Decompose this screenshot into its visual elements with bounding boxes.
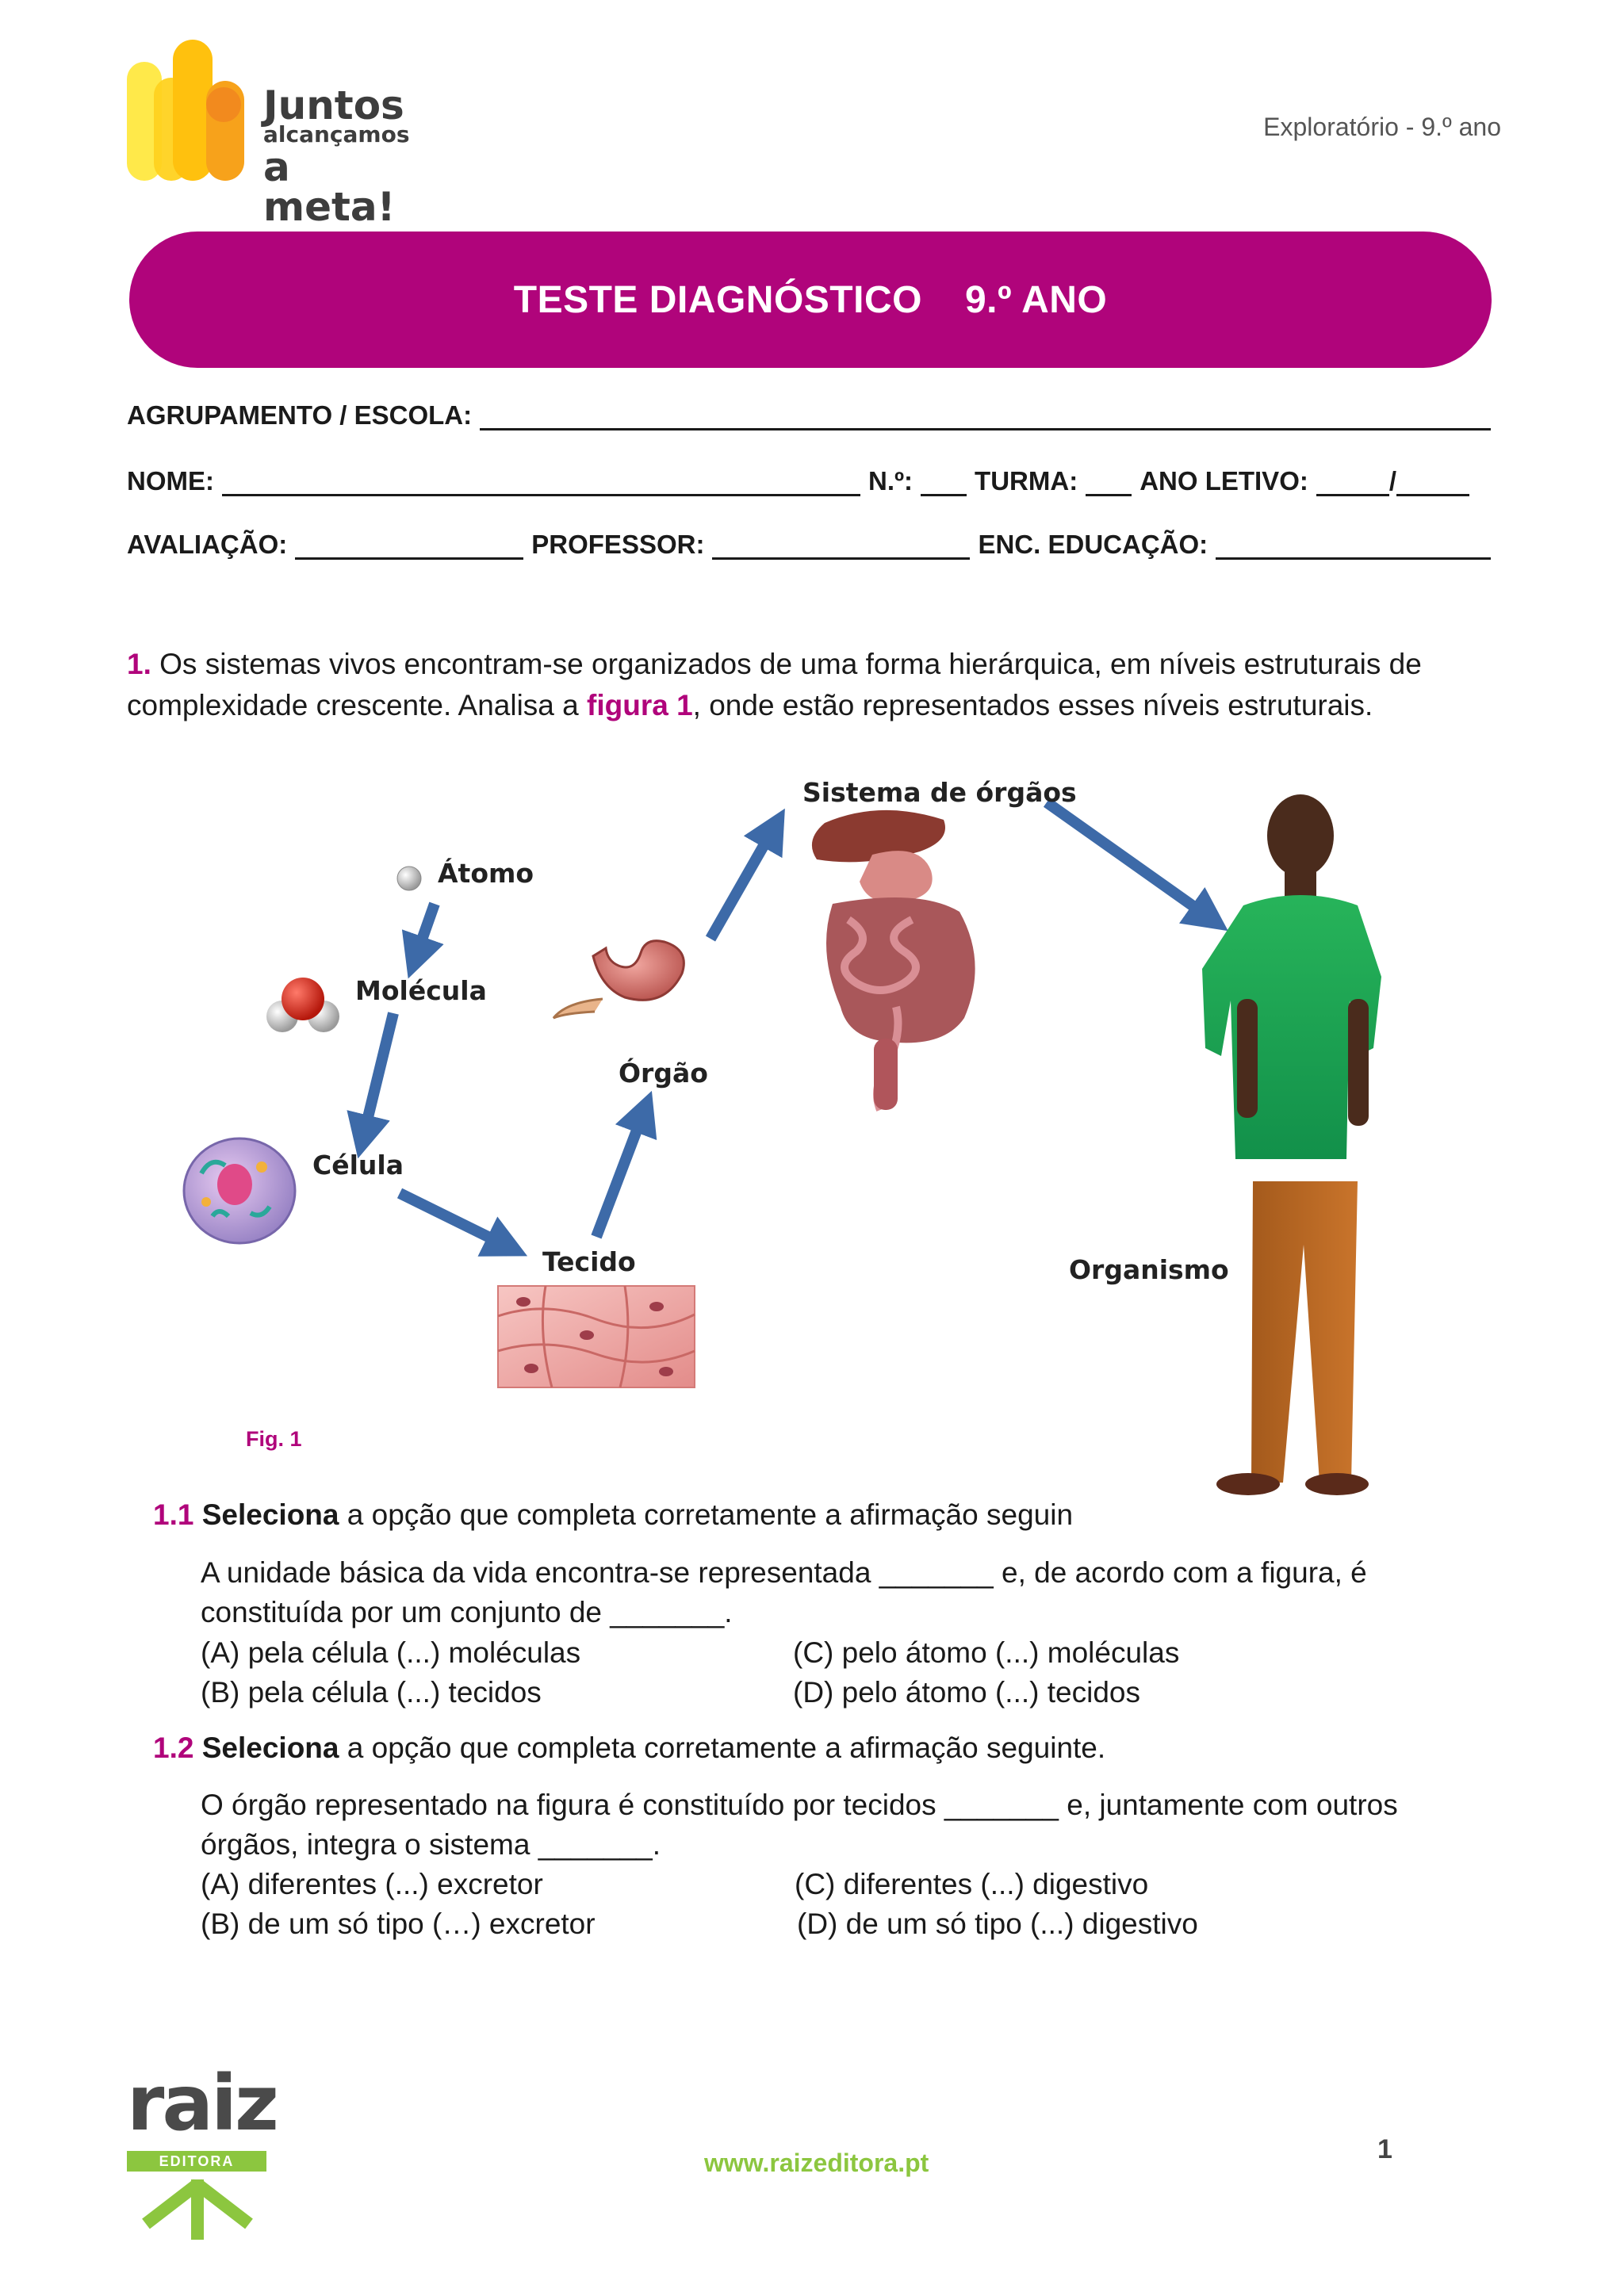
header-grade-label: Exploratório - 9.º ano xyxy=(1263,113,1501,141)
form-row-name xyxy=(127,466,1491,496)
digestive-system-icon xyxy=(812,810,975,1110)
q1-1-option-b[interactable]: (B) pela célula (...) tecidos xyxy=(201,1676,542,1709)
logo-line1: Juntos xyxy=(263,82,404,128)
raiz-editora-logo xyxy=(127,2059,277,2240)
arrow-organ-system xyxy=(710,828,774,939)
arrow-molecule-cell xyxy=(363,1013,393,1137)
q1-2-statement: O órgão representado na figura é constituído por tecidos _______ e, juntamente com outros órgãos, integra o sistema _______. xyxy=(201,1789,1398,1861)
school-label: AGRUPAMENTO / ESCOLA: xyxy=(127,400,473,430)
arrow-atom-molecule xyxy=(416,904,435,958)
q1-number: 1. xyxy=(127,648,151,680)
arrow-system-organism xyxy=(1047,802,1210,918)
name-label: NOME: xyxy=(127,466,214,496)
juntos-logo-bars-icon xyxy=(127,40,262,190)
label-organ-system: Sistema de órgãos xyxy=(802,777,1077,808)
question-1-2-heading xyxy=(153,1732,1105,1765)
q1-1-option-c[interactable]: (C) pelo átomo (...) moléculas xyxy=(793,1636,1180,1669)
label-organism: Organismo xyxy=(1069,1254,1229,1285)
teacher-label: PROFESSOR: xyxy=(531,530,705,559)
q1-2-number: 1.2 xyxy=(153,1732,194,1764)
label-molecule: Molécula xyxy=(355,975,487,1006)
q1-1-option-d[interactable]: (D) pelo átomo (...) tecidos xyxy=(793,1676,1140,1709)
form-row-eval xyxy=(127,530,1491,560)
q1-1-number: 1.1 xyxy=(153,1498,194,1531)
q1-text-a: Os sistemas vivos encontram-se organizados de uma forma hierárquica, em níveis estruturais de complexidade crescente. Analisa a xyxy=(127,648,1422,721)
footer-url-link[interactable]: www.raizeditora.pt xyxy=(704,2149,929,2177)
question-1-1-heading xyxy=(153,1498,1073,1532)
q1-1-verb: Seleciona xyxy=(201,1498,339,1531)
q1-1-option-a[interactable]: (A) pela célula (...) moléculas xyxy=(201,1636,581,1669)
q1-2-option-b[interactable]: (B) de um só tipo (…) excretor xyxy=(201,1908,596,1940)
year-label: ANO LETIVO: xyxy=(1139,466,1308,496)
organism-person-icon xyxy=(1202,794,1381,1495)
label-atom: Átomo xyxy=(438,858,534,889)
figure-1 xyxy=(159,761,1467,1522)
number-field[interactable] xyxy=(921,470,967,496)
title-part1: TESTE DIAGNÓSTICO xyxy=(513,278,922,321)
q1-2-rest: a opção que completa corretamente a afirmação seguinte. xyxy=(339,1732,1106,1764)
q1-figure-ref: figura 1 xyxy=(587,689,693,721)
class-label: TURMA: xyxy=(975,466,1078,496)
year-start-field[interactable] xyxy=(1316,470,1389,496)
school-field[interactable] xyxy=(480,404,1491,430)
atom-icon xyxy=(397,867,421,890)
logo-line3: a meta! xyxy=(263,144,396,230)
figure-caption: Fig. 1 xyxy=(246,1427,302,1451)
stomach-icon xyxy=(553,941,684,1018)
q1-1-statement: A unidade básica da vida encontra-se representada _______ e, de acordo com a figura, é constituída por um conjunto de _______. xyxy=(201,1556,1367,1628)
juntos-logo xyxy=(127,40,410,230)
label-tissue: Tecido xyxy=(542,1246,636,1277)
q1-text-b: , onde estão representados esses níveis estruturais. xyxy=(692,689,1373,721)
label-organ: Órgão xyxy=(619,1058,708,1089)
name-field[interactable] xyxy=(222,470,860,496)
hierarchy-diagram xyxy=(159,761,1467,1522)
year-end-field[interactable] xyxy=(1396,470,1469,496)
question-1 xyxy=(127,644,1507,726)
raiz-logo-word: raiz xyxy=(127,2059,277,2148)
title-banner xyxy=(129,232,1492,368)
eval-label: AVALIAÇÃO: xyxy=(127,530,288,559)
arrow-cell-tissue xyxy=(400,1193,508,1246)
q1-1-rest: a opção que completa corretamente a afirmação seguin xyxy=(339,1498,1074,1531)
arrow-tissue-organ xyxy=(596,1112,644,1237)
q1-2-option-d[interactable]: (D) de um só tipo (...) digestivo xyxy=(797,1908,1198,1940)
raiz-roots-icon xyxy=(130,2176,265,2240)
cell-icon xyxy=(184,1138,295,1243)
teacher-field[interactable] xyxy=(712,534,970,560)
logo-line2: alcançamos xyxy=(263,121,410,147)
number-label: N.º: xyxy=(868,466,914,496)
raiz-logo-sub: EDITORA xyxy=(127,2151,266,2172)
class-field[interactable] xyxy=(1086,470,1132,496)
molecule-icon xyxy=(266,978,339,1032)
eval-field[interactable] xyxy=(295,534,523,560)
q1-2-option-a[interactable]: (A) diferentes (...) excretor xyxy=(201,1868,543,1900)
guardian-field[interactable] xyxy=(1216,534,1491,560)
q1-2-option-c[interactable]: (C) diferentes (...) digestivo xyxy=(795,1868,1149,1900)
tissue-icon xyxy=(498,1286,695,1387)
title-part2: 9.º ANO xyxy=(964,278,1108,321)
page-number: 1 xyxy=(1377,2134,1392,2164)
label-cell: Célula xyxy=(312,1150,404,1181)
form-row-school xyxy=(127,400,1491,430)
year-separator: / xyxy=(1388,466,1397,496)
q1-2-verb: Seleciona xyxy=(201,1732,339,1764)
guardian-label: ENC. EDUCAÇÃO: xyxy=(978,530,1208,559)
